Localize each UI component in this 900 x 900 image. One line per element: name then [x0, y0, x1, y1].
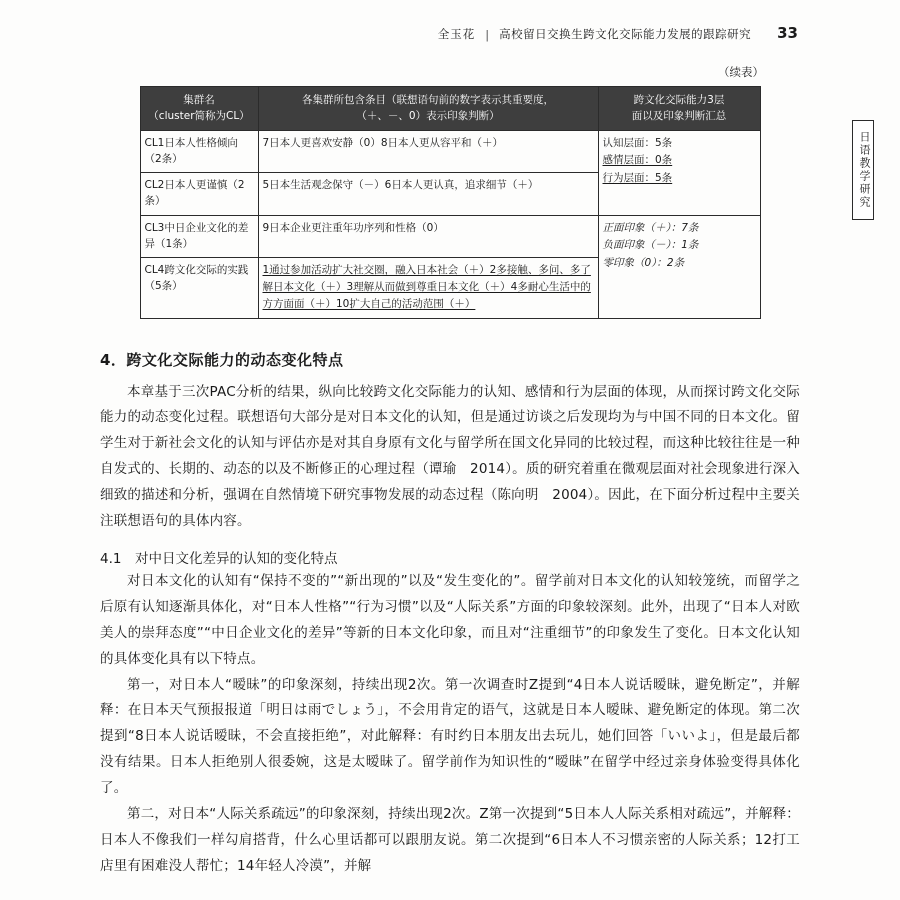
table-header-summary: 跨文化交际能力3层 面以及印象判断汇总: [598, 87, 760, 131]
summary-line-negative: 负面印象（－）：1条: [602, 239, 699, 252]
sub-heading: 4.1 对中日文化差异的认知的变化特点: [100, 550, 338, 567]
table-header-row: [140, 87, 760, 131]
paragraph-2: 对日本文化的认知有“保持不变的”“新出现的”以及“发生变化的”。留学前对日本文化的认知较笼统，而留学之后原有认知逐渐具体化，对“日本人性格”“行为习惯”以及“人际关系”方面的印象较深刻。此外，出现了“日本人对欧美人的崇拜态度”“中日企业文化的差异”等新的日本文化印象，而且对“注重细节”的印象发生了变化。日本文化认知的具体变化具有以下特点。: [100, 572, 800, 667]
section-heading: 4．跨文化交际能力的动态变化特点: [100, 350, 344, 369]
summary-line-affective: 感情层面：0条: [602, 154, 673, 167]
summary-line-zero: 零印象（0）：2条: [602, 257, 685, 270]
cell-cluster-items: 9日本企业更注重年功序列和性格（0）: [258, 215, 598, 258]
cell-cluster-summary: [598, 130, 760, 215]
paragraph-3: 第一，对日本人“暧昧”的印象深刻，持续出现2次。第一次调查时Z提到“4日本人说话暧昧，避免断定”，并解释：在日本天气预报报道「明日は雨でしょう」，不会用肯定的语气，这就是日本人暧昧、避免断定的体现。第二次提到“8日本人说话暧昧，不会直接拒绝”，对此解释：有时约日本朋友出去玩儿，她们回答「いいよ」，但是最后都没有结果。日本人拒绝别人很委婉，这是太暧昧了。留学前作为知识性的“暧昧”在留学中经过亲身体验变得具体化了。: [100, 676, 800, 797]
side-running-label: 日语教学研究: [852, 120, 874, 220]
cell-cluster-items: 1通过参加活动扩大社交圈，融入日本社会（＋）2多接触、多问、多了解日本文化（＋）3理解从而做到尊重日本文化（＋）4多耐心生活中的方方面面（＋）10扩大自己的活动范围（＋）: [258, 258, 598, 318]
table-row: [140, 215, 760, 258]
cell-cluster-name: CL4跨文化交际的实践（5条）: [140, 258, 258, 318]
table-header-items: 各集群所包含条目（联想语句前的数字表示其重要度， （＋、－、0）表示印象判断）: [258, 87, 598, 131]
cluster-table: [140, 86, 761, 319]
cell-cluster-name: CL3中日企业文化的差异（1条）: [140, 215, 258, 258]
running-head-title: 高校留日交换生跨文化交际能力发展的跟踪研究: [499, 27, 752, 41]
cell-cluster-name: CL1日本人性格倾向（2条）: [140, 130, 258, 173]
summary-line-behavioral: 行为层面：5条: [602, 172, 673, 185]
summary-line-positive: 正面印象（＋）：7条: [602, 221, 699, 234]
table-header-cluster-name: 集群名 （cluster简称为CL）: [140, 87, 258, 131]
page-number: 33: [777, 24, 798, 42]
cell-cluster-name: CL2日本人更谨慎（2条）: [140, 173, 258, 216]
table-continued-label: （续表）: [718, 65, 764, 79]
summary-line-cognitive: 认知层面：5条: [602, 136, 673, 149]
running-head-separator: |: [485, 28, 490, 42]
paragraph-4: 第二，对日本“人际关系疏远”的印象深刻，持续出现2次。Z第一次提到“5日本人人际关系相对疏远”，并解释：日本人不像我们一样勾肩搭背，什么心里话都可以跟朋友说。第二次提到“6日本人不习惯亲密的人际关系；12打工店里有困难没人帮忙；14年轻人冷漠”，并解: [100, 806, 800, 874]
cell-cluster-items: 5日本生活观念保守（－）6日本人更认真，追求细节（＋）: [258, 173, 598, 216]
running-head-author: 全玉花: [437, 27, 476, 41]
paragraph-1: 本章基于三次PAC分析的结果，纵向比较跨文化交际能力的认知、感情和行为层面的体现，从而探讨跨文化交际能力的动态变化过程。联想语句大部分是对日本文化的认知，但是通过访谈之后发现均为与中国不同的日本文化。留学生对于新社会文化的认知与评估亦是对其自身原有文化与留学所在国文化异同的比较过程，而这种比较往往是一种自发式的、长期的、动态的以及不断修正的心理过程（谭瑜 2014）。质的研究着重在微观层面对社会现象进行深入细致的描述和分析，强调在自然情境下研究事物发展的动态过程（陈向明 2004）。因此，在下面分析过程中主要关注联想语句的具体内容。: [100, 383, 800, 530]
cell-cluster-summary: [598, 215, 760, 318]
running-head: [100, 24, 800, 42]
cell-cluster-items: 7日本人更喜欢安静（0）8日本人更从容平和（＋）: [258, 130, 598, 173]
table-row: [140, 130, 760, 173]
